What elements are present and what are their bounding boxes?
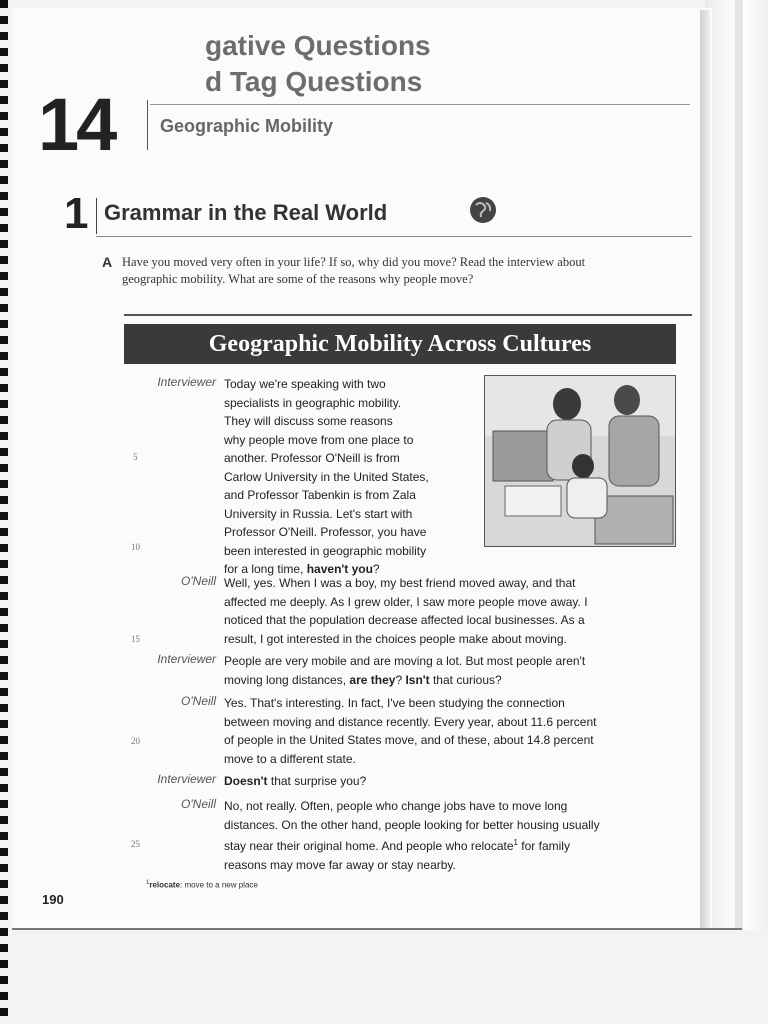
speech-bold: haven't you — [306, 562, 373, 576]
unit-title — [205, 28, 431, 100]
speech-line: specialists in geographic mobility. — [224, 395, 402, 410]
speech-line: result, I got interested in the choices people make about moving. — [224, 631, 567, 646]
speech-line: been interested in geographic mobility — [224, 543, 427, 558]
lower-sheet — [0, 930, 768, 1024]
speech-text: that curious? — [429, 672, 502, 687]
footnote — [146, 880, 258, 890]
line-number: 25 — [131, 839, 140, 849]
instruction-text: Have you moved very often in your life? If so, why did you move? Read the interview about geographic mobility. What are some of the reasons why people move? — [122, 255, 586, 286]
speech-bold: are they — [349, 672, 396, 687]
speech-turn-4 — [224, 694, 674, 768]
spiral-binding — [0, 0, 8, 1024]
speech-text: stay near their original home. And people who relocate — [224, 839, 514, 853]
speech-turn-5 — [224, 772, 664, 791]
section-number: 1 — [64, 189, 89, 238]
footnote-definition: : move to a new place — [180, 880, 258, 890]
speech-text: moving long distances, — [224, 672, 350, 687]
section-rule — [96, 236, 692, 237]
speech-line: People are very mobile and are moving a lot. But most people aren't — [224, 654, 586, 668]
line-number: 20 — [131, 736, 140, 746]
speech-text: for a long time, — [224, 562, 307, 576]
speech-text: for family — [517, 839, 570, 853]
speech-text: ? — [372, 562, 380, 576]
line-number: 15 — [131, 634, 140, 644]
speech-turn-1 — [224, 375, 474, 579]
speech-line: another. Professor O'Neill is from — [224, 451, 400, 465]
speech-line — [224, 834, 674, 856]
speech-bold: Doesn't — [224, 774, 268, 788]
footnote-marker: 1 — [513, 838, 518, 847]
section-title: Grammar in the Real World — [104, 200, 388, 225]
speech-turn-2 — [224, 574, 664, 648]
speech-turn-6 — [224, 797, 674, 874]
speech-text: ? — [395, 672, 406, 687]
unit-title-line1: gative Questions — [205, 30, 431, 61]
speech-line: Professor O'Neill. Professor, you have — [224, 525, 427, 539]
speech-line — [224, 671, 664, 690]
speech-line: move to a different state. — [224, 751, 356, 766]
speaker-label: O'Neill — [181, 574, 216, 588]
speech-line: Yes. That's interesting. In fact, I've been studying the connection — [224, 696, 565, 710]
unit-number: 14 — [38, 83, 115, 166]
subtitle-rule — [150, 104, 690, 105]
speech-line: University in Russia. Let's start with — [224, 506, 413, 521]
line-number: 5 — [133, 452, 138, 462]
speech-line: why people move from one place to — [224, 432, 414, 447]
footnote-term: relocate — [149, 880, 181, 890]
speaker-label: Interviewer — [157, 375, 216, 389]
speech-line — [224, 772, 664, 791]
unit-divider — [147, 100, 148, 150]
speech-line: noticed that the population decrease affected local businesses. As a — [224, 613, 585, 627]
speech-turn-3 — [224, 652, 664, 689]
globe-icon[interactable] — [468, 195, 498, 225]
speech-line: distances. On the other hand, people looking for better housing usually — [224, 817, 600, 832]
article-photo — [484, 375, 676, 547]
speech-bold: Isn't — [405, 672, 430, 687]
speech-line: and Professor Tabenkin is from Zala — [224, 488, 416, 502]
section-divider — [96, 198, 97, 234]
article-rule — [124, 314, 692, 316]
speaker-label: O'Neill — [181, 694, 216, 708]
speaker-label: O'Neill — [181, 797, 216, 811]
speaker-label: Interviewer — [157, 772, 216, 786]
speech-text: that surprise you? — [267, 774, 367, 788]
page-number: 190 — [42, 892, 64, 907]
speech-line: affected me deeply. As I grew older, I saw more people move away. I — [224, 594, 588, 609]
spine-shadow — [700, 10, 710, 930]
speech-line: of people in the United States move, and of these, about 14.8 percent — [224, 733, 594, 747]
speech-line: Well, yes. When I was a boy, my best friend moved away, and that — [224, 576, 576, 590]
speech-line: between moving and distance recently. Every year, about 11.6 percent — [224, 714, 597, 729]
speech-line: Carlow University in the United States, — [224, 469, 429, 484]
speech-line: No, not really. Often, people who change jobs have to move long — [224, 799, 568, 813]
speaker-label: Interviewer — [157, 652, 216, 666]
speech-line: reasons may move far away or stay nearby. — [224, 857, 456, 872]
footnote-number: 1 — [146, 880, 150, 886]
instruction-letter: A — [102, 254, 113, 270]
speech-line: They will discuss some reasons — [224, 414, 393, 428]
unit-subtitle: Geographic Mobility — [160, 116, 334, 136]
page-bottom-edge — [12, 928, 742, 930]
page-fold — [735, 0, 743, 1024]
unit-title-line2: d Tag Questions — [205, 66, 423, 97]
article-title: Geographic Mobility Across Cultures — [124, 324, 676, 364]
line-number: 10 — [131, 542, 140, 552]
speech-line: Today we're speaking with two — [224, 377, 386, 391]
